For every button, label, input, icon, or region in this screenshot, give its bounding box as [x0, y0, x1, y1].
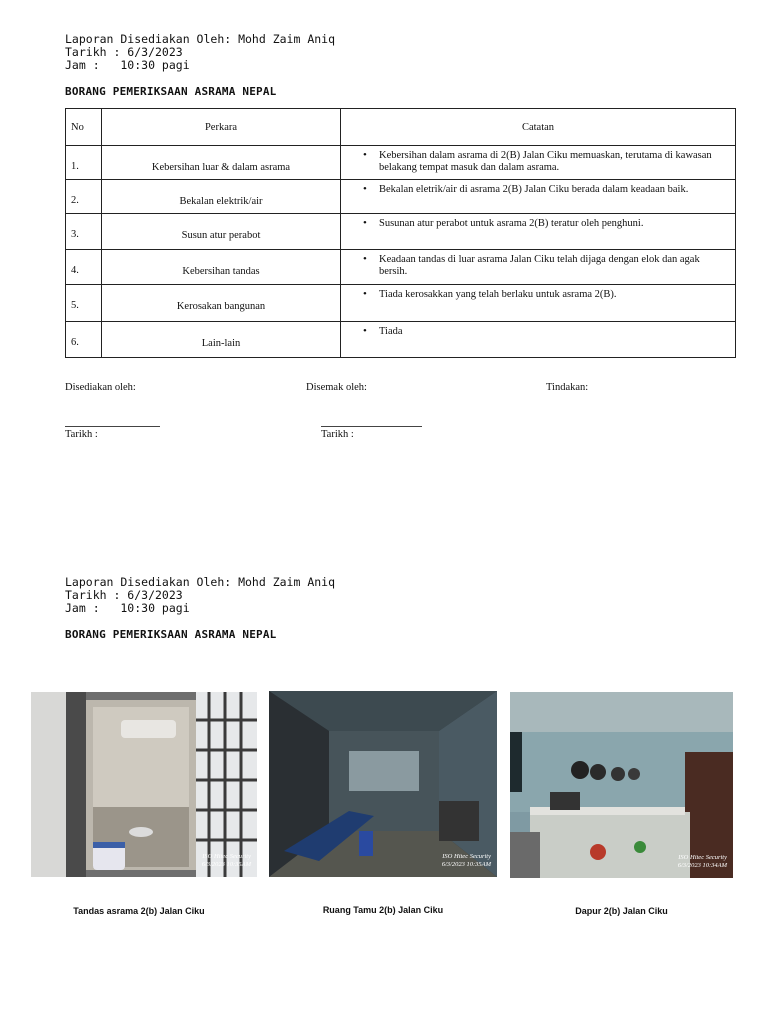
photo-caption-toilet: Tandas asrama 2(b) Jalan Ciku — [73, 906, 205, 916]
photo-watermark: ISO Hitec Security 6/3/2023 10:34AM — [677, 854, 727, 869]
row-catatan — [341, 180, 736, 214]
row-catatan — [341, 214, 736, 250]
table-row — [66, 146, 736, 180]
row-catatan-text: • Keadaan tandas di luar asrama Jalan Ciku telah dijaga dengan elok dan agak bersih. — [379, 254, 700, 277]
prepared-by-label: Disediakan oleh: — [65, 382, 136, 393]
table-row — [66, 180, 736, 214]
time-text: Jam : 10:30 pagi — [65, 601, 190, 615]
row-no: 6. — [66, 322, 102, 358]
form-title-2: BORANG PEMERIKSAAN ASRAMA NEPAL — [65, 628, 277, 641]
row-catatan-text: • Kebersihan dalam asrama di 2(B) Jalan Ciku memuaskan, terutama di kawasan belakang tempat masuk dan dalam asrama. — [379, 150, 712, 173]
report-header-2 — [65, 576, 335, 615]
photo-watermark: ISO Hitec Security 6/3/2023 10:35AM — [201, 853, 251, 868]
row-catatan-text: • Tiada — [379, 326, 403, 337]
report-header — [65, 33, 335, 72]
photo-caption-kitchen: Dapur 2(b) Jalan Ciku — [575, 906, 668, 916]
row-no: 1. — [66, 146, 102, 180]
row-catatan — [341, 322, 736, 358]
table-row — [66, 322, 736, 358]
prepared-by-text: Laporan Disediakan Oleh: Mohd Zaim Aniq — [65, 32, 336, 46]
form-title: BORANG PEMERIKSAAN ASRAMA NEPAL — [65, 85, 277, 98]
kitchen-photo — [510, 692, 733, 878]
row-catatan — [341, 285, 736, 322]
row-no: 3. — [66, 214, 102, 250]
table-row — [66, 214, 736, 250]
row-no: 4. — [66, 250, 102, 285]
row-perkara: Susun atur perabot — [102, 214, 341, 250]
inspection-table — [65, 108, 736, 358]
row-no: 5. — [66, 285, 102, 322]
date-right-label: Tarikh : — [321, 429, 354, 440]
row-perkara: Kebersihan tandas — [102, 250, 341, 285]
row-perkara: Kebersihan luar & dalam asrama — [102, 146, 341, 180]
row-perkara: Bekalan elektrik/air — [102, 180, 341, 214]
signature-line-right — [321, 426, 422, 427]
toilet-photo-image — [31, 692, 257, 877]
row-perkara: Kerosakan bangunan — [102, 285, 341, 322]
header-no: No — [66, 109, 102, 146]
action-label: Tindakan: — [546, 382, 589, 393]
living-room-photo-image — [269, 691, 497, 877]
date-text: Tarikh : 6/3/2023 — [65, 45, 183, 59]
toilet-photo — [31, 692, 257, 877]
prepared-by-text: Laporan Disediakan Oleh: Mohd Zaim Aniq — [65, 575, 336, 589]
row-catatan-text: • Bekalan eletrik/air di asrama 2(B) Jalan Ciku berada dalam keadaan baik. — [379, 184, 689, 195]
header-perkara: Perkara — [102, 109, 341, 146]
living-room-photo — [269, 691, 497, 877]
signature-line-left — [65, 426, 160, 427]
row-catatan — [341, 250, 736, 285]
photo-caption-living-room: Ruang Tamu 2(b) Jalan Ciku — [322, 905, 444, 915]
row-catatan — [341, 146, 736, 180]
time-text: Jam : 10:30 pagi — [65, 58, 190, 72]
table-row — [66, 285, 736, 322]
row-catatan-text: • Tiada kerosakkan yang telah berlaku untuk asrama 2(B). — [379, 289, 617, 300]
row-no: 2. — [66, 180, 102, 214]
row-perkara: Lain-lain — [102, 322, 341, 358]
checked-by-label: Disemak oleh: — [306, 382, 367, 393]
table-row — [66, 250, 736, 285]
kitchen-photo-image — [510, 692, 733, 878]
row-catatan-text: • Susunan atur perabot untuk asrama 2(B) teratur oleh penghuni. — [379, 218, 644, 229]
table-header-row — [66, 109, 736, 146]
date-text: Tarikh : 6/3/2023 — [65, 588, 183, 602]
date-left-label: Tarikh : — [65, 429, 98, 440]
header-catatan: Catatan — [341, 109, 736, 146]
photo-watermark: ISO Hitec Security 6/3/2023 10:35AM — [441, 853, 491, 868]
